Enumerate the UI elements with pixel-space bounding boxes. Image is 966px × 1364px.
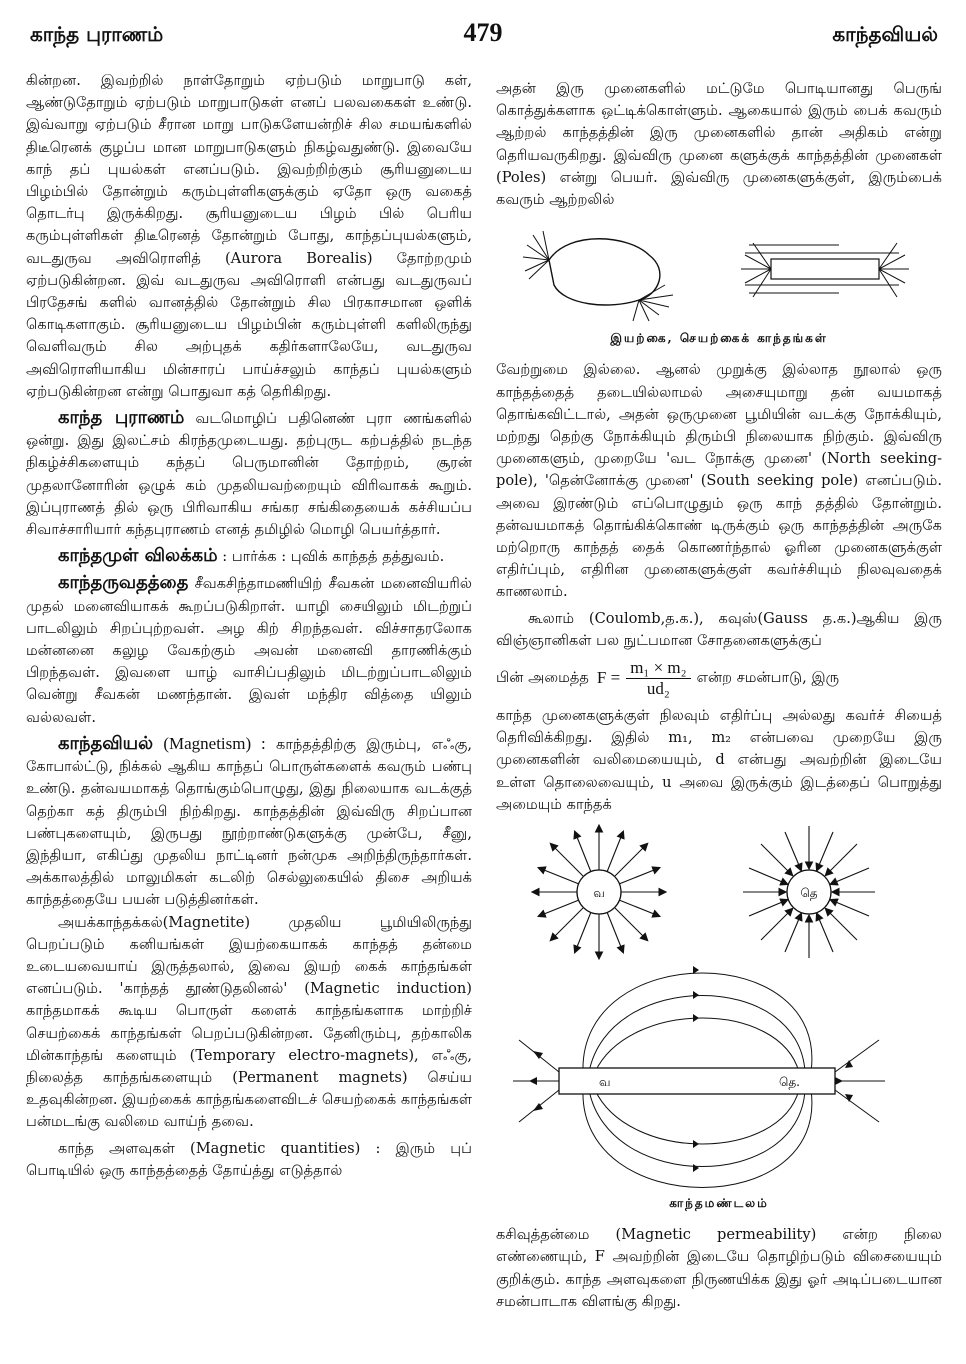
entry-title: காந்தவியல் xyxy=(58,732,154,754)
formula-denominator: ud₂ xyxy=(646,679,670,699)
left-column xyxy=(26,70,472,1182)
right-column xyxy=(496,78,942,1313)
figure2-caption: காந்தமண்டலம் xyxy=(669,1196,769,1211)
quantities-paragraph: காந்த அளவுகள் (Magnetic quantities) : இரும் புப் பொடியில் ஒரு காந்தத்தைத் தோய்த்து எடுத்தால் xyxy=(26,1139,472,1179)
kantharuvathathai-entry xyxy=(26,572,472,728)
coulomb-paragraph: கூலாம் (Coulomb,த.க.), கவுஸ்(Gauss த.க.)ஆகிய இரு விஞ்ஞானிகள் பல நுட்பமான சோதனைகளுக்குப் xyxy=(496,609,942,649)
page-number: 479 xyxy=(463,18,503,47)
north-pole-label: வ xyxy=(593,886,605,901)
natural-artificial-magnets-figure xyxy=(509,215,929,325)
formula-fraction xyxy=(626,658,690,699)
formula-outro: என்ற சமன்பாடு, இரு xyxy=(696,669,840,687)
entry-text: வடமொழிப் பதினெண் புரா ணங்களில் ஒன்று. இது இலட்சம் கிரந்தமுடையது. தற்புருட கற்பத்தில் நடந்த நிகழ்ச்சிகளையும் கந்தப் பெருமானின் தோற்றம், சூரன் முதலானோரின் ஒழுக் கம் முதலியவற்றையும் விரிவாகக் கூறும். இப்புராணத் தில் ஒரு பிரிவாகிய சங்கர சங்கிதையைக் கச்சியப்ப சிவாச்சாரியார் கந்தபுராணம் எனத் தமிழில் மொழி பெயர்த்தார். xyxy=(26,410,473,539)
bar-magnet xyxy=(771,259,879,279)
running-header-right: காந்தவியல் xyxy=(832,22,938,46)
entry-text: சீவகசிந்தாமணியிற் சீவகன் மனைவியரில் முதல் மனைவியாகக் கூறப்படுகிறாள். யாழி சையிலும் மிடற்றுப் பாடலிலும் சிறப்புற்றவள். அழ கிற் சிறந்தவள். விச்சாதரலோக மன்னனை கலுழ வேகற்கும் அவன் மனைவி தாரணிக்கும் பிறந்தவள். இவளை யாழ் வாசிப்பதிலும் மிடற்றுப்பாடலிலும் வென்று சீவகன் மணந்தான். இவள் மந்திர வித்தை யிலும் வல்லவள். xyxy=(26,575,473,726)
entry-title: காந்த புராணம் xyxy=(58,407,185,429)
entry-english-title: (Magnetism) : xyxy=(163,733,266,753)
entry-text: காந்தத்திற்கு இரும்பு, எஃகு, கோபால்ட்டு, நிக்கல் ஆகிய காந்தப் பொருள்களைக் கவரும் பண்பு உண்டு. தன்வயமாகத் தொங்கும்பொழுது, இது நிலையாக வடக்குத் தெற்கா கத் திரும்பி நிற்கிறது. காந்தத்தின் இவ்விரு சிறப்பான பண்புகளையும், இருபது நூற்றாண்டுகளுக்கு முன்பே, சீனு, இந்தியா, எகிப்து முதலிய நாட்டினர் நன்முக அறிந்திருந்தார்கள். அக்காலத்தில் மாலுமிகள் கடலிற் செல்லுகையில் திசை அறியக் காந்தத்தையே பயன் படுத்தினர்கள். xyxy=(26,735,473,909)
formula-lhs: F = xyxy=(596,668,621,688)
permeability-paragraph: கசிவுத்தன்மை (Magnetic permeability) என்ற நிலை எண்ணையும், F அவற்றின் இடையே தொழிற்படும் விசையையும் குறிக்கும். காந்த அளவுகளை நிருணயிக்க இது ஓர் அடிப்படையான சமன்பாடாக விளங்கு கிறது. xyxy=(496,1226,942,1310)
south-pole-label: தெ xyxy=(800,886,818,901)
magnetic-field-figure xyxy=(499,820,939,1190)
aurora-paragraph: கின்றன. இவற்றில் நாள்தோறும் ஏற்படும் மாறுபாடு கள், ஆண்டுதோறும் ஏற்படும் மாறுபாடுகள் எனப் பலவகைகள் உண்டு. இவ்வாறு ஏற்படும் சீரான மாறு பாடுகளேயன்றிச் சில சமயங்களில் திடீரெனக் குழப்ப மான மாறுபாடுகளும் நிகழ்வதுண்டு. இவையே காந் தப் புயல்கள் எனப்படும். இவற்றிற்கும் சூரியனுடைய பிழம்பில் தோன்றும் கரும்புள்ளிகளுக்கும் ஏதோ ஒரு வகைத் தொடர்பு இருக்கிறது. சூரியனுடைய பிழம் பில் பெரிய கரும்புள்ளிகள் திடீரெனத் தோன்றும் போது, காந்தப்புயல்களும், வடதுருவ அவிரொளித் (Aurora Borealis) தோற்றமும் ஏற்படுகின்றன. இவ் வடதுருவ அவிரொளி என்பது வடதுருவப் பிரதேசங் களில் வானத்தில் தோன்றும் சில பிரகாசமான ஒளிக் கொடிகளாகும். சூரியனுடைய பிழம்பின் கரும்புள்ளி களிலிருந்து வெளிவரும் சில அற்புதக் கதிர்களாலேயே, வடதுருவ அவிரொளியாகிய மின்சாரப் பாய்ச்சலும் காந்தப் புயல்களும் ஏற்படுகின்றன என்று பொதுவா கத் தெரிகிறது. xyxy=(26,72,472,400)
poles-paragraph: அதன் இரு முனைகளில் மட்டுமே பொடியானது பெருங் கொத்துக்களாக ஒட்டிக்கொள்ளும். ஆகையால் இரும் பைக் கவரும் ஆற்றல் காந்தத்தின் இரு முனைகளில் தான் அதிகம் என்று தெரியவருகிறது. இவ்விரு முனை களுக்குக் காந்தத்தின் முனைகள் (Poles) என்று பெயர். இவ்விரு முனைகளுக்குள், இரும்பைக் கவரும் ஆற்றலில் xyxy=(496,80,942,209)
coulomb-formula xyxy=(496,658,942,699)
entry-text: : பார்க்க : புவிக் காந்தத் தத்துவம். xyxy=(222,548,445,566)
kantha-puranam-entry xyxy=(26,407,472,541)
north-south-paragraph: வேற்றுமை இல்லை. ஆனல் முறுக்கு இல்லாத நூலால் ஒரு காந்தத்தைத் தடையில்லாமல் அசையுமாறு தன் வயமாகத் தொங்கவிட்டால், அதன் ஒருமுனை பூமியின் வடக்கு நோக்கியும், மற்றது தெற்கு நோக்கியும் திரும்பி நிலையாக நிற்கும். இவ்விரு முனைகளும், முறையே 'வட நோக்கு முனை' (North seeking-pole), 'தென்னோக்கு முனை' (South seeking pole) எனப்படும். அவை இரண்டும் எப்பொழுதும் ஒரு காந் தத்தில் தோன்றும். தன்வயமாகத் தொங்கிக்கொண் டிருக்கும் ஒரு காந்தத்தின் அருகே மற்றொரு காந்தத் தைக் கொணர்ந்தால் ஓரின முனைகளுக்குள் எதிர்ப்பும், எதிரின முனைகளுக்குள் கவர்ச்சியும் நிலவுவதைக் காணலாம். xyxy=(496,361,942,601)
iron-filings-left xyxy=(523,231,673,321)
formula-intro: பின் அமைத்த xyxy=(496,669,589,687)
lodestone-shape xyxy=(549,239,660,305)
running-header-left: காந்த புராணம் xyxy=(30,22,164,46)
bar-magnet-south-label: தெ. xyxy=(779,1075,800,1090)
figure1-caption: இயற்கை, செயற்கைக் காந்தங்கள் xyxy=(610,331,828,346)
bar-magnet-north-label: வ xyxy=(599,1075,611,1090)
magnetism-entry xyxy=(26,733,472,912)
magnetite-paragraph: அயக்காந்தக்கல்(Magnetite) முதலிய பூமியிலிருந்து பெறப்படும் கனியங்கள் இயற்கையாகக் காந்தத் தன்மை உடையவையாய் இருத்தலால், இவை இயற் கைக் காந்தங்கள் எனப்படும். 'காந்தத் தூண்டுதலினல்' (Magnetic induction) காந்தமாகக் கூடிய பொருள் களைக் காந்தங்களாக மாற்றிச் செயற்கைக் காந்தங்கள் பெறப்படுகின்றன. தேனிரும்பு, தற்காலிக மின்காந்தங் களையும் (Temporary electro-magnets), எஃகு, நிலைத்த காந்தங்களையும் (Permanent magnets) செய்ய உதவுகின்றன. இயற்கைக் காந்தங்களைவிடச் செயற்கைக் காந்தங்கள் பன்மடங்கு வலிமை வாய்ந் தவை. xyxy=(26,913,472,1131)
formula-explanation: காந்த முனைகளுக்குள் நிலவும் எதிர்ப்பு அல்லது கவர்ச் சியைத் தெரிவிக்கிறது. இதில் m₁, m₂ என்பவை முறையே இரு முனைகளின் வலிமையையும், d என்பது அவற்றின் இடையே உள்ள தொலைவையும், u அவை இருக்கும் இடத்தைப் பொறுத்து அமையும் காந்தக் xyxy=(496,707,942,813)
kanthamul-entry xyxy=(26,545,472,568)
entry-title: காந்தருவதத்தை xyxy=(58,572,189,594)
entry-title: காந்தமுள் விலக்கம் xyxy=(58,545,218,567)
iron-filings-right xyxy=(741,243,909,297)
formula-numerator: m₁ × m₂ xyxy=(626,658,690,679)
